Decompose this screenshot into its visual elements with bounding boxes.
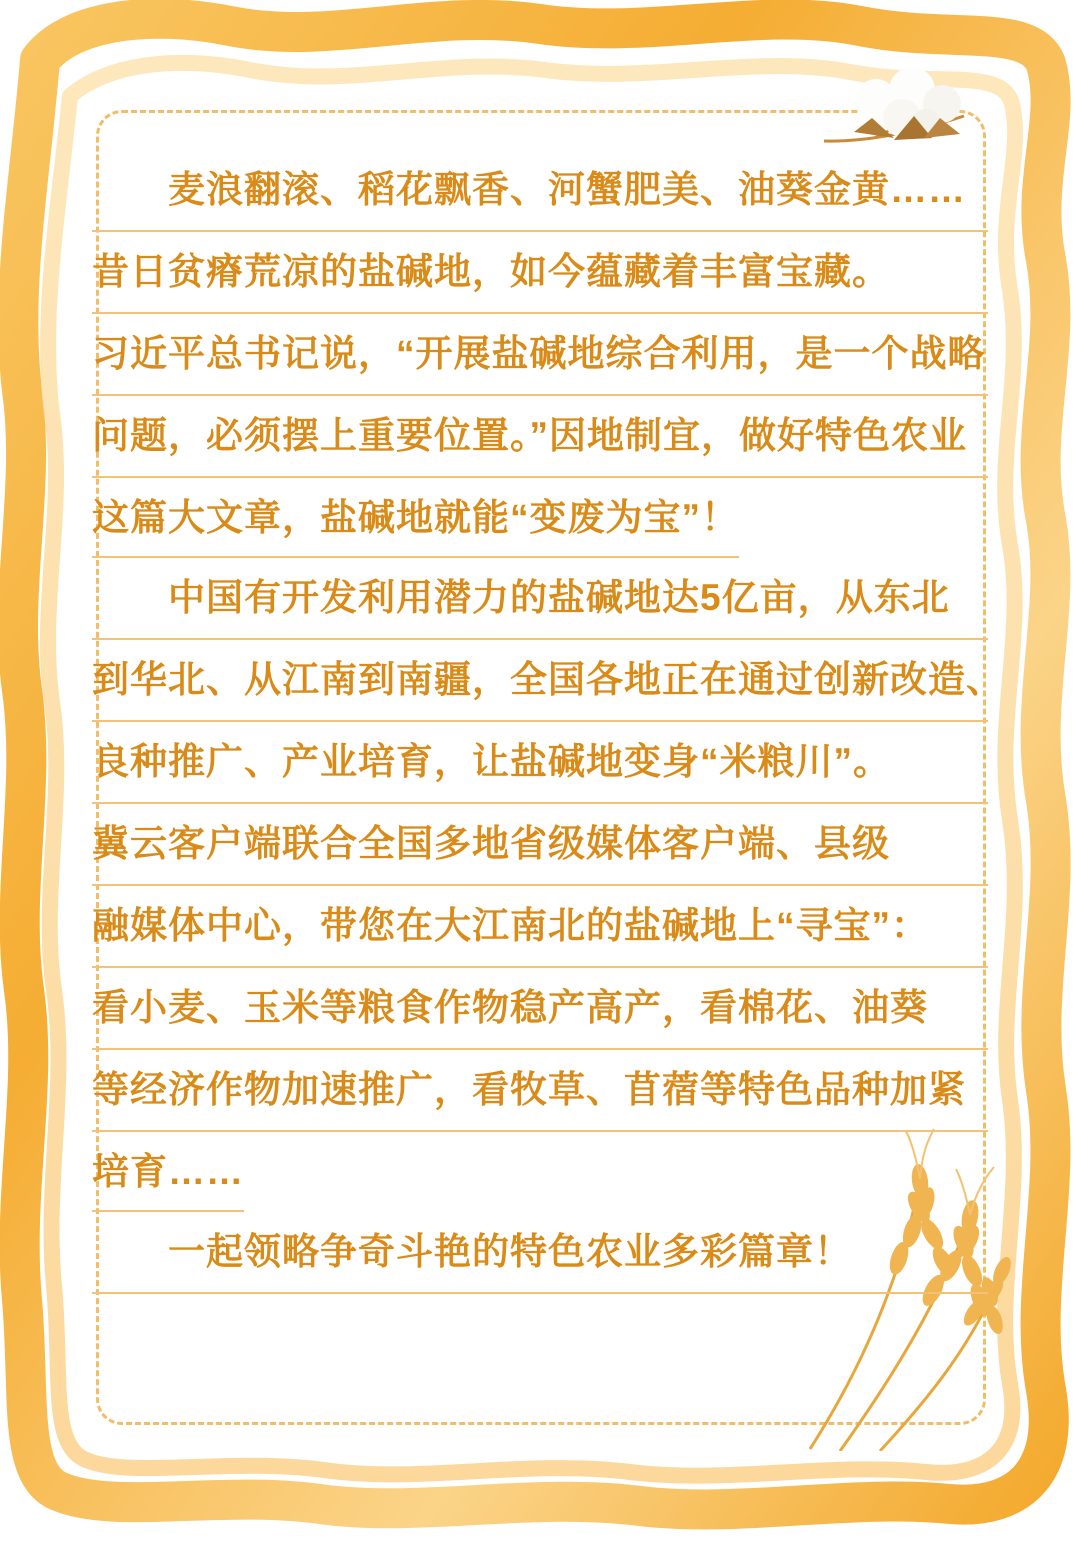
- paragraph-line: 良种推广、产业培育，让盐碱地变身“米粮川”。: [92, 722, 988, 804]
- paragraph-line: [92, 1132, 988, 1212]
- article-text-body: [92, 150, 1004, 1294]
- paragraph-line: 中国有开发利用潜力的盐碱地达5亿亩，从东北: [92, 558, 988, 640]
- cotton-boll-icon: [814, 46, 984, 166]
- paragraph-line: 习近平总书记说，“开展盐碱地综合利用，是一个战略: [92, 314, 988, 396]
- paragraph-line: 问题，必须摆上重要位置。”因地制宜，做好特色农业: [92, 396, 988, 478]
- paragraph-line: [92, 478, 988, 558]
- paragraph-line: 融媒体中心，带您在大江南北的盐碱地上“寻宝”：: [92, 886, 988, 968]
- paragraph-line: 麦浪翻滚、稻花飘香、河蟹肥美、油葵金黄……: [92, 150, 988, 232]
- paragraph-line: 看小麦、玉米等粮食作物稳产高产，看棉花、油葵: [92, 968, 988, 1050]
- closing-line: 一起领略争奇斗艳的特色农业多彩篇章！: [92, 1212, 988, 1294]
- paragraph-line-text: 这篇大文章，盐碱地就能“变废为宝”！: [92, 478, 739, 558]
- paragraph-line: 昔日贫瘠荒凉的盐碱地，如今蕴藏着丰富宝藏。: [92, 232, 988, 314]
- paragraph-line-text: 培育……: [92, 1132, 244, 1212]
- paragraph-line: 到华北、从江南到南疆，全国各地正在通过创新改造、: [92, 640, 988, 722]
- paragraph-line: 冀云客户端联合全国多地省级媒体客户端、县级: [92, 804, 988, 886]
- paragraph-line: 等经济作物加速推广，看牧草、苜蓿等特色品种加紧: [92, 1050, 988, 1132]
